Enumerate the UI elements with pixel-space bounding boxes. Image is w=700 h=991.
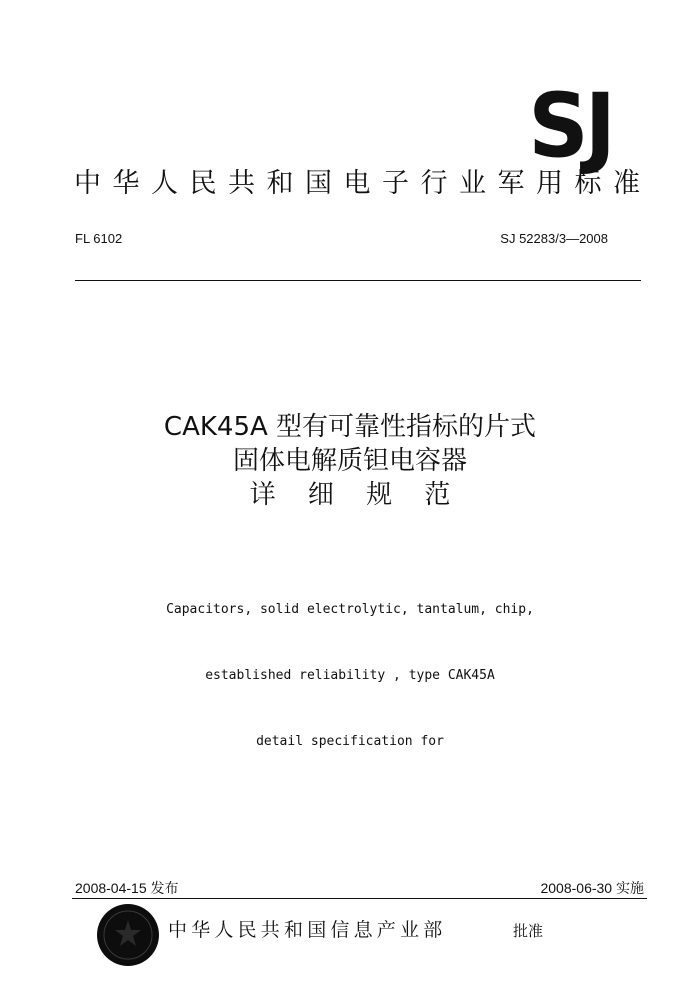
issue-date: 2008-04-15 发布 <box>75 880 179 896</box>
english-title <box>0 555 700 797</box>
chinese-title <box>0 410 700 512</box>
title-line-3: 详 细 规 范 <box>249 480 463 510</box>
sj-logo: SJ <box>528 74 612 178</box>
issuing-ministry: 中华人民共和国信息产业部 <box>168 919 447 941</box>
english-title-line-1: Capacitors, solid electrolytic, tantalum, chip, <box>166 602 534 617</box>
ministry-seal-icon <box>97 904 159 966</box>
bottom-divider <box>72 898 647 899</box>
english-title-line-2: established reliability , type CAK45A <box>205 668 495 683</box>
title-line-1: CAK45A 型有可靠性指标的片式 <box>163 412 537 442</box>
approval-label: 批准 <box>513 922 544 940</box>
effective-date: 2008-06-30 实施 <box>540 880 644 896</box>
standard-number: SJ 52283/3—2008 <box>500 231 608 246</box>
title-line-2: 固体电解质钽电容器 <box>232 446 467 476</box>
top-divider <box>75 280 641 281</box>
org-title: 中华人民共和国电子行业军用标准 <box>74 168 652 199</box>
classification-code: FL 6102 <box>75 231 123 246</box>
english-title-line-3: detail specification for <box>256 734 444 749</box>
